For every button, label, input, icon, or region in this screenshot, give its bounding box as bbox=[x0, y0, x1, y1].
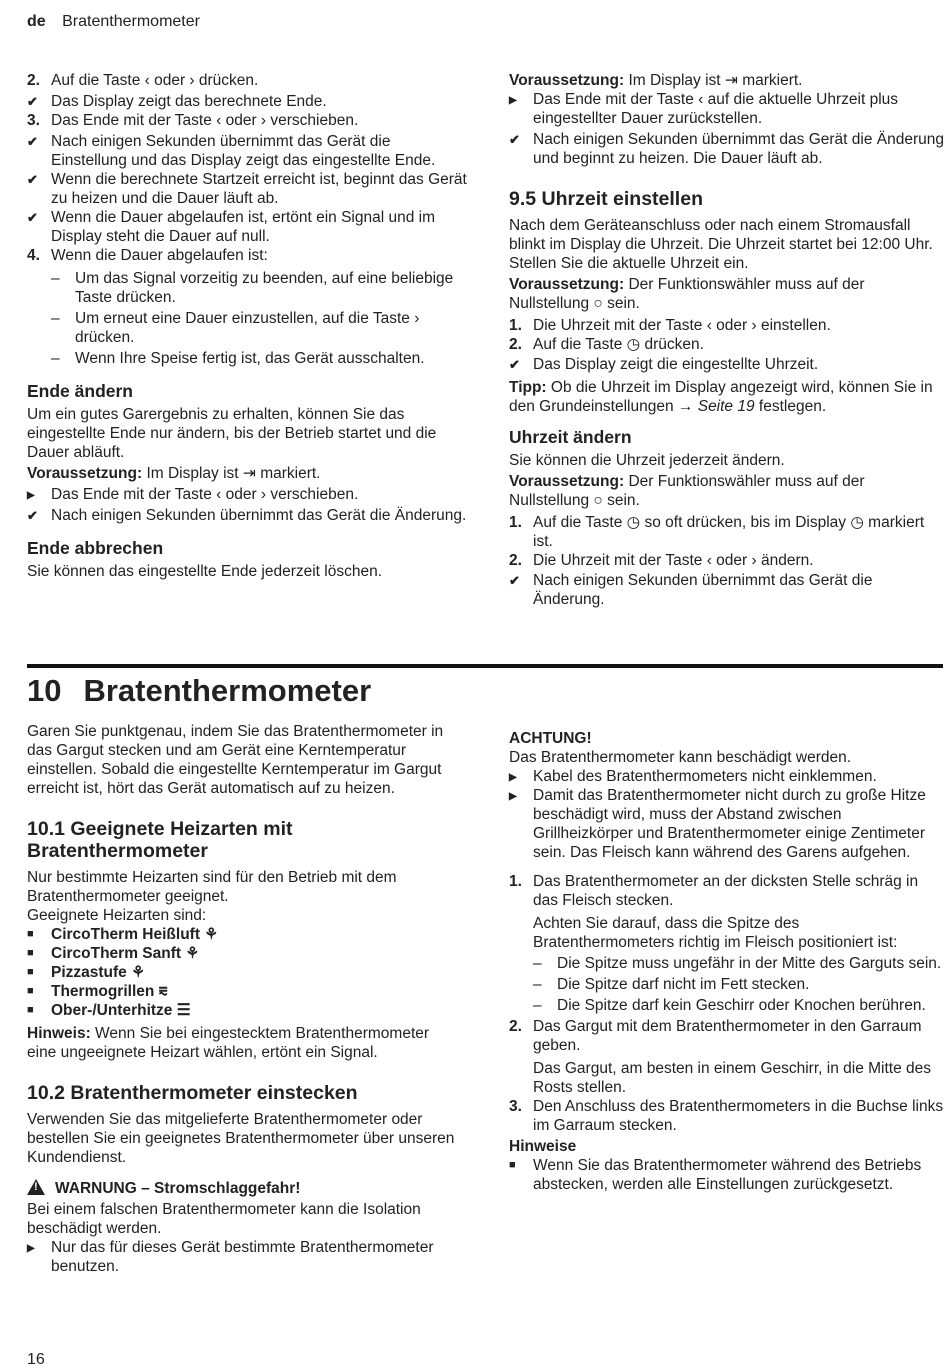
list-item: ▶ Nur das für dieses Gerät bestimmte Bratenthermometer benutzen. bbox=[27, 1239, 434, 1275]
check-icon: ✔ bbox=[27, 172, 38, 187]
heading-10-1: 10.1 Geeignete Heizarten mit Bratenthermometer bbox=[27, 818, 293, 862]
check-icon: ✔ bbox=[509, 357, 520, 372]
page-header bbox=[27, 12, 200, 31]
arrow-icon: ▶ bbox=[509, 791, 517, 802]
paragraph: Geeignete Heizarten sind: bbox=[27, 907, 207, 924]
sub-item: – Um das Signal vorzeitig zu beenden, auf eine beliebige Taste drücken. bbox=[51, 270, 454, 306]
right-column-bottom bbox=[509, 729, 944, 1194]
heading-ende-abbrechen: Ende abbrechen bbox=[27, 538, 164, 558]
chapter-divider bbox=[27, 664, 943, 668]
bullet-icon: ■ bbox=[27, 966, 34, 978]
voraussetzung: Voraussetzung: Im Display ist ⇥ markiert. bbox=[509, 72, 803, 89]
arrow-icon: ▶ bbox=[509, 772, 517, 783]
paragraph: Das Bratenthermometer kann beschädigt werden. bbox=[509, 749, 852, 766]
check-icon: ✔ bbox=[27, 134, 38, 149]
list-item: ■ CircoTherm Heißluft ⚘ bbox=[27, 926, 219, 943]
page-number: 16 bbox=[27, 1351, 45, 1368]
list-item: ■ Pizzastufe ⚘ bbox=[27, 964, 145, 981]
sub-item: – Wenn Ihre Speise fertig ist, das Gerät ausschalten. bbox=[51, 350, 425, 367]
check-icon: ✔ bbox=[27, 210, 38, 225]
list-item: ■ Thermogrillen ⩳ bbox=[27, 983, 168, 1000]
list-item: 4. Wenn die Dauer abgelaufen ist: bbox=[27, 247, 268, 264]
list-item: 2. Das Gargut mit dem Bratenthermometer in den Garraum geben. bbox=[509, 1018, 922, 1054]
hinweis: Hinweis: Wenn Sie bei eingestecktem Bratenthermometer eine ungeeignete Heizart wählen, ertönt ein Signal. bbox=[27, 1025, 430, 1061]
list-item: ■ CircoTherm Sanft ⚘ bbox=[27, 945, 200, 962]
warning-title: !WARNUNG – Stromschlaggefahr! bbox=[27, 1179, 457, 1198]
paragraph: Nach dem Geräteanschluss oder nach einem Stromausfall blinkt im Display die Uhrzeit. Die Uhrzeit startet bei 12:00 Uhr. Stellen Sie die aktuelle Uhrzeit ein. bbox=[509, 217, 933, 272]
list-item: 3. Das Ende mit der Taste ‹ oder › verschieben. bbox=[27, 112, 359, 129]
language-code: de bbox=[27, 13, 46, 30]
arrow-icon: ▶ bbox=[27, 1243, 35, 1254]
list-item: ▶ Das Ende mit der Taste ‹ oder › verschieben. bbox=[27, 486, 359, 503]
paragraph: Garen Sie punktgenau, indem Sie das Bratenthermometer in das Gargut stecken und am Gerät eine Kerntemperatur einstellen. Sobald die eingestellte Kerntemperatur im Gargut erreicht ist, hört das Gerät automatisch auf zu heizen. bbox=[27, 723, 444, 797]
heading-ende-aendern: Ende ändern bbox=[27, 381, 133, 401]
paragraph: Sie können die Uhrzeit jederzeit ändern. bbox=[509, 452, 785, 469]
paragraph: Bei einem falschen Bratenthermometer kann die Isolation beschädigt werden. bbox=[27, 1201, 421, 1237]
bullet-icon: ■ bbox=[27, 947, 34, 959]
tipp: Tipp: Ob die Uhrzeit im Display angezeigt wird, können Sie in den Grundeinstellungen → Seite 19 festlegen. bbox=[509, 379, 933, 415]
list-item: ■ Wenn Sie das Bratenthermometer während des Betriebs abstecken, werden alle Einstellungen zurückgesetzt. bbox=[509, 1157, 922, 1193]
list-item: ▶ Kabel des Bratenthermometers nicht einklemmen. bbox=[509, 768, 877, 785]
bullet-icon: ■ bbox=[27, 1004, 34, 1016]
list-item: ✔ Nach einigen Sekunden übernimmt das Gerät die Änderung. bbox=[509, 572, 873, 608]
page-link[interactable]: → Seite 19 bbox=[677, 398, 755, 415]
left-column-top bbox=[27, 71, 467, 581]
list-item: ✔ Nach einigen Sekunden übernimmt das Gerät die Änderung. bbox=[27, 507, 467, 524]
hinweise-title: Hinweise bbox=[509, 1138, 577, 1155]
arrow-icon: ▶ bbox=[509, 95, 517, 106]
bullet-icon: ■ bbox=[27, 928, 34, 940]
achtung-title: ACHTUNG! bbox=[509, 730, 592, 747]
header-title: Bratenthermometer bbox=[62, 13, 200, 30]
check-icon: ✔ bbox=[27, 94, 38, 109]
list-item: 1. Auf die Taste ◷ so oft drücken, bis im Display ◷ markiert ist. bbox=[509, 514, 925, 550]
voraussetzung: Voraussetzung: Im Display ist ⇥ markiert. bbox=[27, 465, 321, 482]
check-icon: ✔ bbox=[509, 573, 520, 588]
list-item: ▶ Damit das Bratenthermometer nicht durch zu große Hitze beschädigt wird, muss der Abstand zwischen Grillheizkörper und Bratenthermometer einige Zentimeter sein. Das Fleisch kann während des Garens aufgehen. bbox=[509, 787, 926, 861]
sub-item: – Die Spitze darf nicht im Fett stecken. bbox=[533, 976, 810, 993]
note: Achten Sie darauf, dass die Spitze des Bratenthermometers richtig im Fleisch positioniert ist: bbox=[533, 915, 898, 951]
paragraph: Um ein gutes Garergebnis zu erhalten, können Sie das eingestellte Ende nur ändern, bis der Betrieb startet und die Dauer abläuft. bbox=[27, 406, 437, 461]
list-item: 1. Das Bratenthermometer an der dicksten Stelle schräg in das Fleisch stecken. bbox=[509, 873, 919, 909]
list-item: 3. Den Anschluss des Bratenthermometers in die Buchse links im Garraum stecken. bbox=[509, 1098, 944, 1134]
heading-uhrzeit-aendern: Uhrzeit ändern bbox=[509, 427, 632, 447]
list-item: ✔ Nach einigen Sekunden übernimmt das Gerät die Einstellung und das Display zeigt das eingestellte Ende. bbox=[27, 133, 436, 169]
list-item: ✔ Das Display zeigt das berechnete Ende. bbox=[27, 93, 327, 110]
list-item: 1. Die Uhrzeit mit der Taste ‹ oder › einstellen. bbox=[509, 317, 831, 334]
heading-10-2: 10.2 Bratenthermometer einstecken bbox=[27, 1082, 358, 1104]
check-icon: ✔ bbox=[509, 132, 520, 147]
right-column-top bbox=[509, 71, 944, 609]
voraussetzung: Voraussetzung: Der Funktionswähler muss auf der Nullstellung ○ sein. bbox=[509, 473, 865, 509]
check-icon: ✔ bbox=[27, 508, 38, 523]
list-item: ▶ Das Ende mit der Taste ‹ auf die aktuelle Uhrzeit plus eingestellter Dauer zurückstellen. bbox=[509, 91, 899, 127]
list-item: ✔ Nach einigen Sekunden übernimmt das Gerät die Änderung und beginnt zu heizen. Die Dauer läuft ab. bbox=[509, 131, 945, 167]
sub-item: – Die Spitze darf kein Geschirr oder Knochen berühren. bbox=[533, 997, 926, 1014]
chapter-title: 10 Bratenthermometer bbox=[27, 673, 372, 708]
paragraph: Verwenden Sie das mitgelieferte Bratenthermometer oder bestellen Sie ein geeignetes Bratenthermometer über unseren Kundendienst. bbox=[27, 1111, 455, 1166]
sub-item: – Um erneut eine Dauer einzustellen, auf die Taste › drücken. bbox=[51, 310, 420, 346]
arrow-icon: ▶ bbox=[27, 490, 35, 501]
list-item: 2. Auf die Taste ◷ drücken. bbox=[509, 336, 704, 353]
list-item: ✔ Das Display zeigt die eingestellte Uhrzeit. bbox=[509, 356, 819, 373]
list-item: ✔ Wenn die Dauer abgelaufen ist, ertönt ein Signal und im Display steht die Dauer auf null. bbox=[27, 209, 436, 245]
warning-icon bbox=[27, 1179, 45, 1195]
left-column-bottom bbox=[27, 720, 457, 1276]
bullet-icon: ■ bbox=[509, 1159, 516, 1171]
note: Das Gargut, am besten in einem Geschirr, in die Mitte des Rosts stellen. bbox=[533, 1060, 932, 1096]
list-item: ✔ Wenn die berechnete Startzeit erreicht ist, beginnt das Gerät zu heizen und die Dauer läuft ab. bbox=[27, 171, 467, 207]
list-item: 2. Auf die Taste ‹ oder › drücken. bbox=[27, 72, 259, 89]
heading-uhrzeit-einstellen: 9.5 Uhrzeit einstellen bbox=[509, 188, 703, 210]
list-item: 2. Die Uhrzeit mit der Taste ‹ oder › ändern. bbox=[509, 552, 814, 569]
voraussetzung: Voraussetzung: Der Funktionswähler muss auf der Nullstellung ○ sein. bbox=[509, 276, 865, 312]
bullet-icon: ■ bbox=[27, 985, 34, 997]
sub-item: – Die Spitze muss ungefähr in der Mitte des Garguts sein. bbox=[533, 955, 942, 972]
list-item: ■ Ober-/Unterhitze ☰ bbox=[27, 1002, 191, 1019]
paragraph: Sie können das eingestellte Ende jederzeit löschen. bbox=[27, 563, 383, 580]
paragraph: Nur bestimmte Heizarten sind für den Betrieb mit dem Bratenthermometer geeignet. bbox=[27, 869, 397, 905]
